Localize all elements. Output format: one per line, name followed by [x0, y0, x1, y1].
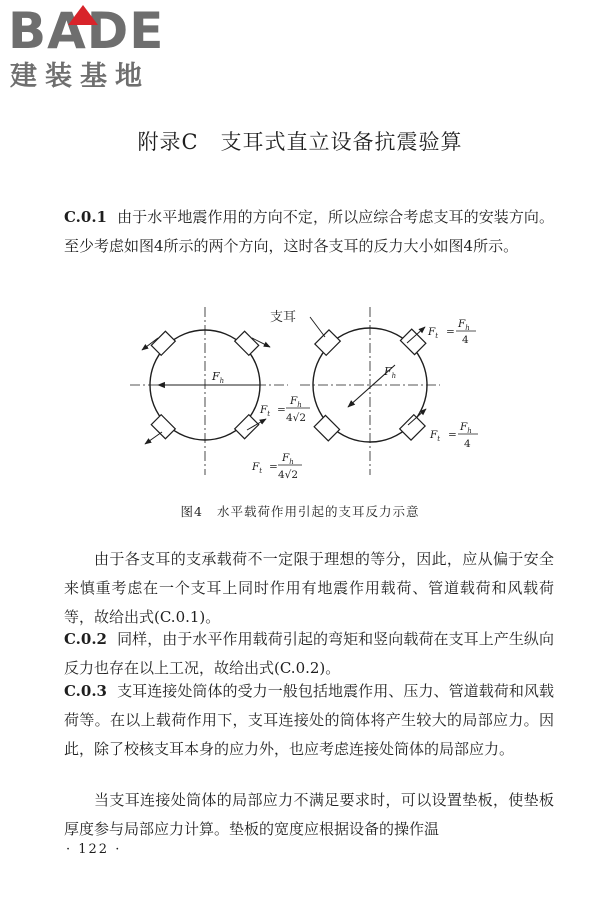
svg-text:Ft: $F_t$	[428, 326, 439, 340]
paragraph-pad-plate: 当支耳连接处筒体的局部应力不满足要求时，可以设置垫板，使垫板厚度参与局部应力计算。垫板的宽度应根据设备的操作温	[64, 791, 554, 838]
clause-text: 支耳连接处筒体的受力一般包括地震作用、压力、管道载荷和风载荷等。在以上载荷作用下，支耳连接处的筒体将产生较大的局部应力。因此，除了校核支耳本身的应力外，也应考虑连接处筒体的局部应力。	[64, 682, 554, 758]
logo-subtitle: 建装基地	[10, 61, 150, 92]
paragraph-safety-note: 由于各支耳的支承载荷不一定限于理想的等分，因此，应从偏于安全来慎重考虑在一个支耳上同时作用有地震作用载荷、管道载荷和风载荷等，故给出式(C.0.1)。	[64, 550, 554, 626]
svg-text:4: 4	[464, 438, 471, 450]
clause-number: C.0.2	[64, 630, 107, 648]
left-vessel	[120, 305, 298, 478]
appendix-heading: 支耳式直立设备抗震验算	[220, 130, 463, 154]
clause-number: C.0.3	[64, 682, 107, 700]
svg-text:4√2: 4√2	[286, 412, 307, 424]
fh-label-right: $F_h$	[384, 365, 397, 380]
reaction-formula-middle-left	[259, 395, 310, 424]
svg-text:Fh: $F_h$	[282, 452, 294, 466]
clause-text: 由于水平地震作用的方向不定，所以应综合考虑支耳的安装方向。至少考虑如图4所示的两个方向，这时各支耳的反力大小如图4所示。	[64, 208, 554, 255]
svg-text:Fh: $F_h$	[458, 318, 470, 332]
svg-text:=: =	[277, 404, 286, 416]
clause-c01	[64, 203, 554, 261]
svg-text:4: 4	[462, 334, 469, 346]
svg-text:=: =	[269, 461, 278, 473]
reaction-formula-top-right	[427, 318, 476, 346]
page-number: · 122 ·	[66, 842, 122, 857]
svg-text:Ft: $F_t$	[252, 461, 263, 475]
reaction-formula-bottom-left	[251, 452, 302, 481]
clause-c03	[64, 677, 554, 764]
figure-4-lug-reactions	[120, 305, 500, 495]
svg-text:Fh: $F_h$	[290, 395, 302, 409]
clause-c02	[64, 625, 554, 683]
reaction-formula-bottom-right	[429, 421, 478, 450]
figure-caption	[0, 502, 600, 520]
appendix-label: 附录C	[137, 130, 199, 154]
clause-text: 同样，由于水平作用载荷引起的弯矩和竖向载荷在支耳上产生纵向反力也存在以上工况，故给出式(C.0.2)。	[64, 630, 554, 677]
clause-number: C.0.1	[64, 208, 107, 226]
logo-wordmark: BADE	[8, 2, 165, 60]
appendix-title	[0, 126, 600, 156]
lug-label: 支耳	[270, 310, 297, 325]
svg-text:Fh: $F_h$	[460, 421, 472, 435]
svg-text:=: =	[446, 326, 455, 338]
svg-text:Ft: $F_t$	[430, 429, 441, 443]
fh-label-left: $F_h$	[212, 370, 225, 385]
svg-text:4√2: 4√2	[278, 469, 299, 481]
brand-logo	[8, 4, 183, 96]
svg-text:Ft: $F_t$	[260, 404, 271, 418]
logo-accent-triangle	[68, 5, 98, 25]
svg-text:=: =	[448, 429, 457, 441]
figure-caption-text: 水平载荷作用引起的支耳反力示意	[216, 504, 420, 519]
figure-number: 图4	[180, 504, 203, 519]
